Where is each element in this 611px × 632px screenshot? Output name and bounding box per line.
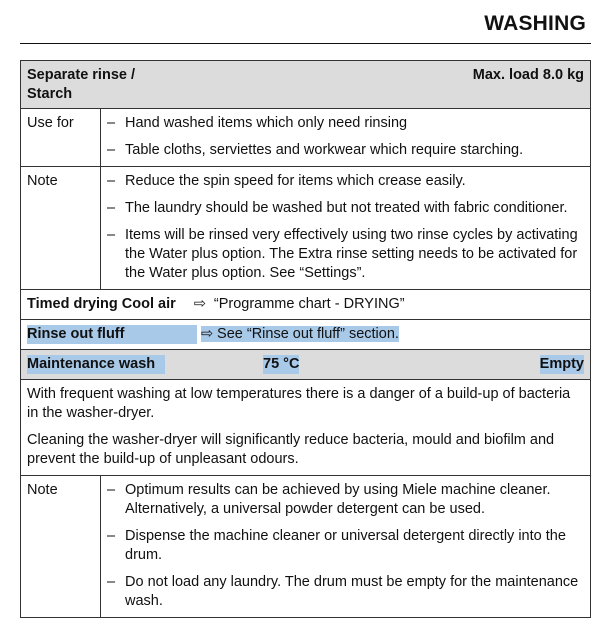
maintenance-load: Empty: [539, 356, 584, 372]
timed-drying-ref: “Programme chart - DRYING”: [213, 296, 405, 312]
rinse-out-ref-wrap: [201, 326, 399, 342]
dash-marker: –: [107, 173, 116, 189]
dash-marker: –: [107, 227, 116, 243]
list-item: – Reduce the spin speed for items which crease easily.: [107, 173, 466, 189]
use-for-list: [101, 109, 590, 166]
note-label: Note: [21, 167, 101, 289]
list-item: – Dispense the machine cleaner or universal detergent directly into the drum.: [107, 528, 566, 563]
dash-marker: –: [107, 200, 116, 216]
list-item: – Do not load any laundry. The drum must be empty for the maintenance wash.: [107, 574, 579, 609]
paragraph: Cleaning the washer-dryer will significantly reduce bacteria, mould and biofilm and prevent the build-up of unpleasant odours.: [27, 432, 555, 467]
arrow-right-icon: ⇨: [201, 326, 214, 342]
list-item: – Table cloths, serviettes and workwear which require starching.: [107, 142, 524, 158]
maintenance-temp: 75 °C: [263, 356, 300, 372]
maintenance-description: [21, 379, 590, 475]
note-list: [101, 167, 590, 289]
maintenance-header-row: [21, 349, 590, 379]
list-item: – Items will be rinsed very effectively using two rinse cycles by activating the Water plus option. The Extra rinse setting needs to be activated for the Water plus option. See “Settings”.: [107, 227, 578, 281]
list-item: – Optimum results can be achieved by using Miele machine cleaner. Alternatively, a universal powder detergent can be used.: [107, 482, 551, 517]
paragraph: With frequent washing at low temperatures there is a danger of a build-up of bacteria in the washer-dryer.: [27, 386, 571, 421]
max-load: Max. load 8.0 kg: [472, 67, 584, 83]
section-title: WASHING: [484, 12, 586, 35]
timed-drying-row: [21, 289, 590, 319]
arrow-right-icon: ⇨: [193, 296, 206, 312]
note-row: [21, 166, 590, 289]
programme-name: Separate rinse / Starch: [27, 67, 135, 102]
note-list: [101, 476, 590, 617]
programme-table: [20, 60, 591, 618]
rinse-out-row: [21, 319, 590, 349]
programme-header-row: [21, 61, 590, 108]
dash-marker: –: [107, 115, 116, 131]
maintenance-name: Maintenance wash: [27, 355, 165, 374]
use-for-label: Use for: [21, 109, 101, 166]
title-rule: [20, 43, 591, 44]
dash-marker: –: [107, 482, 116, 498]
rinse-out-label: Rinse out fluff: [27, 325, 197, 344]
use-for-row: [21, 108, 590, 166]
dash-marker: –: [107, 528, 116, 544]
list-item: – Hand washed items which only need rinsing: [107, 115, 408, 131]
dash-marker: –: [107, 142, 116, 158]
timed-drying-label: Timed drying Cool air: [27, 296, 176, 312]
note-label: Note: [21, 476, 101, 617]
dash-marker: –: [107, 574, 116, 590]
list-item: – The laundry should be washed but not treated with fabric conditioner.: [107, 200, 568, 216]
rinse-out-ref: See “Rinse out fluff” section.: [217, 326, 399, 342]
note-row-2: [21, 475, 590, 617]
